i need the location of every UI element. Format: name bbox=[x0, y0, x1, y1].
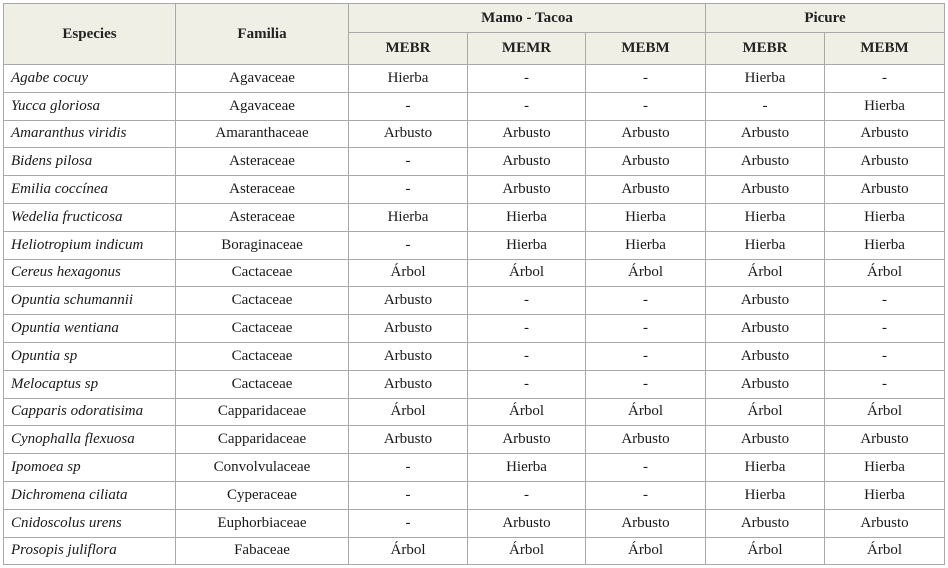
habit-cell: Arbusto bbox=[706, 315, 825, 343]
habit-cell: Hierba bbox=[349, 203, 468, 231]
habit-cell: - bbox=[468, 92, 586, 120]
header-group-picure: Picure bbox=[706, 4, 945, 33]
habit-cell: Hierba bbox=[349, 65, 468, 93]
habit-cell: - bbox=[349, 92, 468, 120]
family-cell: Capparidaceae bbox=[176, 398, 349, 426]
habit-cell: Hierba bbox=[706, 231, 825, 259]
habit-cell: Hierba bbox=[586, 231, 706, 259]
habit-cell: Árbol bbox=[468, 537, 586, 565]
habit-cell: - bbox=[586, 92, 706, 120]
species-cell: Capparis odoratisima bbox=[4, 398, 176, 426]
habit-cell: Arbusto bbox=[825, 176, 945, 204]
habit-cell: - bbox=[586, 287, 706, 315]
table-row bbox=[4, 342, 945, 370]
habit-cell: Arbusto bbox=[586, 509, 706, 537]
species-cell: Cynophalla flexuosa bbox=[4, 426, 176, 454]
family-cell: Amaranthaceae bbox=[176, 120, 349, 148]
habit-cell: Árbol bbox=[586, 398, 706, 426]
habit-cell: Árbol bbox=[825, 259, 945, 287]
habit-cell: Arbusto bbox=[468, 148, 586, 176]
habit-cell: Arbusto bbox=[586, 426, 706, 454]
family-cell: Cactaceae bbox=[176, 370, 349, 398]
habit-cell: Hierba bbox=[586, 203, 706, 231]
family-cell: Cactaceae bbox=[176, 342, 349, 370]
family-cell: Asteraceae bbox=[176, 203, 349, 231]
habit-cell: Arbusto bbox=[349, 315, 468, 343]
habit-cell: Hierba bbox=[825, 481, 945, 509]
family-cell: Asteraceae bbox=[176, 148, 349, 176]
habit-cell: Hierba bbox=[825, 92, 945, 120]
header-sub-mebm: MEBM bbox=[825, 33, 945, 65]
habit-cell: Árbol bbox=[349, 537, 468, 565]
family-cell: Asteraceae bbox=[176, 176, 349, 204]
table-body bbox=[4, 65, 945, 565]
habit-cell: Árbol bbox=[706, 537, 825, 565]
habit-cell: Hierba bbox=[706, 481, 825, 509]
species-cell: Emilia coccínea bbox=[4, 176, 176, 204]
habit-cell: Hierba bbox=[468, 203, 586, 231]
habit-cell: - bbox=[586, 481, 706, 509]
table-row bbox=[4, 176, 945, 204]
habit-cell: Arbusto bbox=[706, 342, 825, 370]
family-cell: Cactaceae bbox=[176, 259, 349, 287]
habit-cell: Arbusto bbox=[706, 509, 825, 537]
table-row bbox=[4, 92, 945, 120]
table-row bbox=[4, 537, 945, 565]
table-row bbox=[4, 481, 945, 509]
habit-cell: - bbox=[825, 315, 945, 343]
family-cell: Cactaceae bbox=[176, 287, 349, 315]
habit-cell: Arbusto bbox=[349, 120, 468, 148]
species-cell: Heliotropium indicum bbox=[4, 231, 176, 259]
habit-cell: Árbol bbox=[349, 398, 468, 426]
table-row bbox=[4, 315, 945, 343]
habit-cell: Arbusto bbox=[586, 120, 706, 148]
habit-cell: Hierba bbox=[468, 454, 586, 482]
family-cell: Capparidaceae bbox=[176, 426, 349, 454]
habit-cell: Arbusto bbox=[825, 120, 945, 148]
table-row bbox=[4, 203, 945, 231]
habit-cell: Arbusto bbox=[586, 176, 706, 204]
habit-cell: Hierba bbox=[706, 65, 825, 93]
species-cell: Ipomoea sp bbox=[4, 454, 176, 482]
habit-cell: - bbox=[586, 370, 706, 398]
habit-cell: Hierba bbox=[706, 203, 825, 231]
habit-cell: - bbox=[825, 287, 945, 315]
species-cell: Opuntia wentiana bbox=[4, 315, 176, 343]
habit-cell: Hierba bbox=[706, 454, 825, 482]
header-group-mamo-tacoa: Mamo - Tacoa bbox=[349, 4, 706, 33]
habit-cell: - bbox=[349, 176, 468, 204]
habit-cell: Arbusto bbox=[706, 176, 825, 204]
family-cell: Agavaceae bbox=[176, 65, 349, 93]
table-row bbox=[4, 65, 945, 93]
habit-cell: - bbox=[468, 315, 586, 343]
family-cell: Fabaceae bbox=[176, 537, 349, 565]
habit-cell: - bbox=[468, 481, 586, 509]
habit-cell: Arbusto bbox=[468, 509, 586, 537]
habit-cell: Arbusto bbox=[468, 176, 586, 204]
habit-cell: - bbox=[586, 454, 706, 482]
species-cell: Yucca gloriosa bbox=[4, 92, 176, 120]
habit-cell: Arbusto bbox=[825, 509, 945, 537]
species-cell: Wedelia fructicosa bbox=[4, 203, 176, 231]
habit-cell: - bbox=[586, 342, 706, 370]
habit-cell: Árbol bbox=[468, 259, 586, 287]
habit-cell: Hierba bbox=[825, 454, 945, 482]
family-cell: Cactaceae bbox=[176, 315, 349, 343]
header-sub-memr: MEMR bbox=[468, 33, 586, 65]
family-cell: Euphorbiaceae bbox=[176, 509, 349, 537]
habit-cell: Árbol bbox=[825, 537, 945, 565]
habit-cell: - bbox=[586, 65, 706, 93]
header-sub-mebr: MEBR bbox=[706, 33, 825, 65]
table-row bbox=[4, 454, 945, 482]
species-cell: Cereus hexagonus bbox=[4, 259, 176, 287]
habit-cell: - bbox=[706, 92, 825, 120]
habit-cell: Arbusto bbox=[349, 287, 468, 315]
table-row bbox=[4, 370, 945, 398]
header-sub-mebr: MEBR bbox=[349, 33, 468, 65]
habit-cell: Arbusto bbox=[825, 148, 945, 176]
habit-cell: Arbusto bbox=[349, 426, 468, 454]
habit-cell: Arbusto bbox=[349, 370, 468, 398]
family-cell: Convolvulaceae bbox=[176, 454, 349, 482]
table-row bbox=[4, 509, 945, 537]
habit-cell: - bbox=[825, 65, 945, 93]
species-table bbox=[3, 3, 945, 565]
habit-cell: - bbox=[825, 370, 945, 398]
habit-cell: - bbox=[349, 454, 468, 482]
habit-cell: Árbol bbox=[349, 259, 468, 287]
table-row bbox=[4, 259, 945, 287]
habit-cell: Arbusto bbox=[586, 148, 706, 176]
habit-cell: - bbox=[586, 315, 706, 343]
habit-cell: Árbol bbox=[586, 259, 706, 287]
habit-cell: Arbusto bbox=[706, 148, 825, 176]
habit-cell: - bbox=[349, 509, 468, 537]
table-header bbox=[4, 4, 945, 65]
habit-cell: Arbusto bbox=[349, 342, 468, 370]
habit-cell: Arbusto bbox=[468, 426, 586, 454]
habit-cell: - bbox=[468, 287, 586, 315]
habit-cell: - bbox=[349, 481, 468, 509]
table-row bbox=[4, 287, 945, 315]
habit-cell: - bbox=[349, 148, 468, 176]
species-cell: Prosopis juliflora bbox=[4, 537, 176, 565]
habit-cell: Árbol bbox=[468, 398, 586, 426]
table-row bbox=[4, 120, 945, 148]
header-sub-mebm: MEBM bbox=[586, 33, 706, 65]
species-cell: Cnidoscolus urens bbox=[4, 509, 176, 537]
table-row bbox=[4, 231, 945, 259]
habit-cell: Arbusto bbox=[825, 426, 945, 454]
habit-cell: Arbusto bbox=[706, 120, 825, 148]
header-species: Especies bbox=[4, 4, 176, 65]
habit-cell: Árbol bbox=[825, 398, 945, 426]
habit-cell: - bbox=[468, 65, 586, 93]
species-cell: Opuntia schumannii bbox=[4, 287, 176, 315]
family-cell: Agavaceae bbox=[176, 92, 349, 120]
species-cell: Opuntia sp bbox=[4, 342, 176, 370]
habit-cell: Árbol bbox=[706, 259, 825, 287]
species-cell: Dichromena ciliata bbox=[4, 481, 176, 509]
habit-cell: Hierba bbox=[825, 231, 945, 259]
habit-cell: Hierba bbox=[468, 231, 586, 259]
habit-cell: Hierba bbox=[825, 203, 945, 231]
habit-cell: Arbusto bbox=[706, 426, 825, 454]
species-cell: Bidens pilosa bbox=[4, 148, 176, 176]
table-row bbox=[4, 426, 945, 454]
habit-cell: Arbusto bbox=[468, 120, 586, 148]
habit-cell: - bbox=[468, 342, 586, 370]
habit-cell: Árbol bbox=[586, 537, 706, 565]
family-cell: Cyperaceae bbox=[176, 481, 349, 509]
species-cell: Amaranthus viridis bbox=[4, 120, 176, 148]
header-family: Familia bbox=[176, 4, 349, 65]
species-cell: Melocaptus sp bbox=[4, 370, 176, 398]
habit-cell: - bbox=[349, 231, 468, 259]
habit-cell: Arbusto bbox=[706, 370, 825, 398]
habit-cell: - bbox=[825, 342, 945, 370]
family-cell: Boraginaceae bbox=[176, 231, 349, 259]
table-row bbox=[4, 148, 945, 176]
table-row bbox=[4, 398, 945, 426]
habit-cell: Árbol bbox=[706, 398, 825, 426]
species-cell: Agabe cocuy bbox=[4, 65, 176, 93]
habit-cell: Arbusto bbox=[706, 287, 825, 315]
habit-cell: - bbox=[468, 370, 586, 398]
